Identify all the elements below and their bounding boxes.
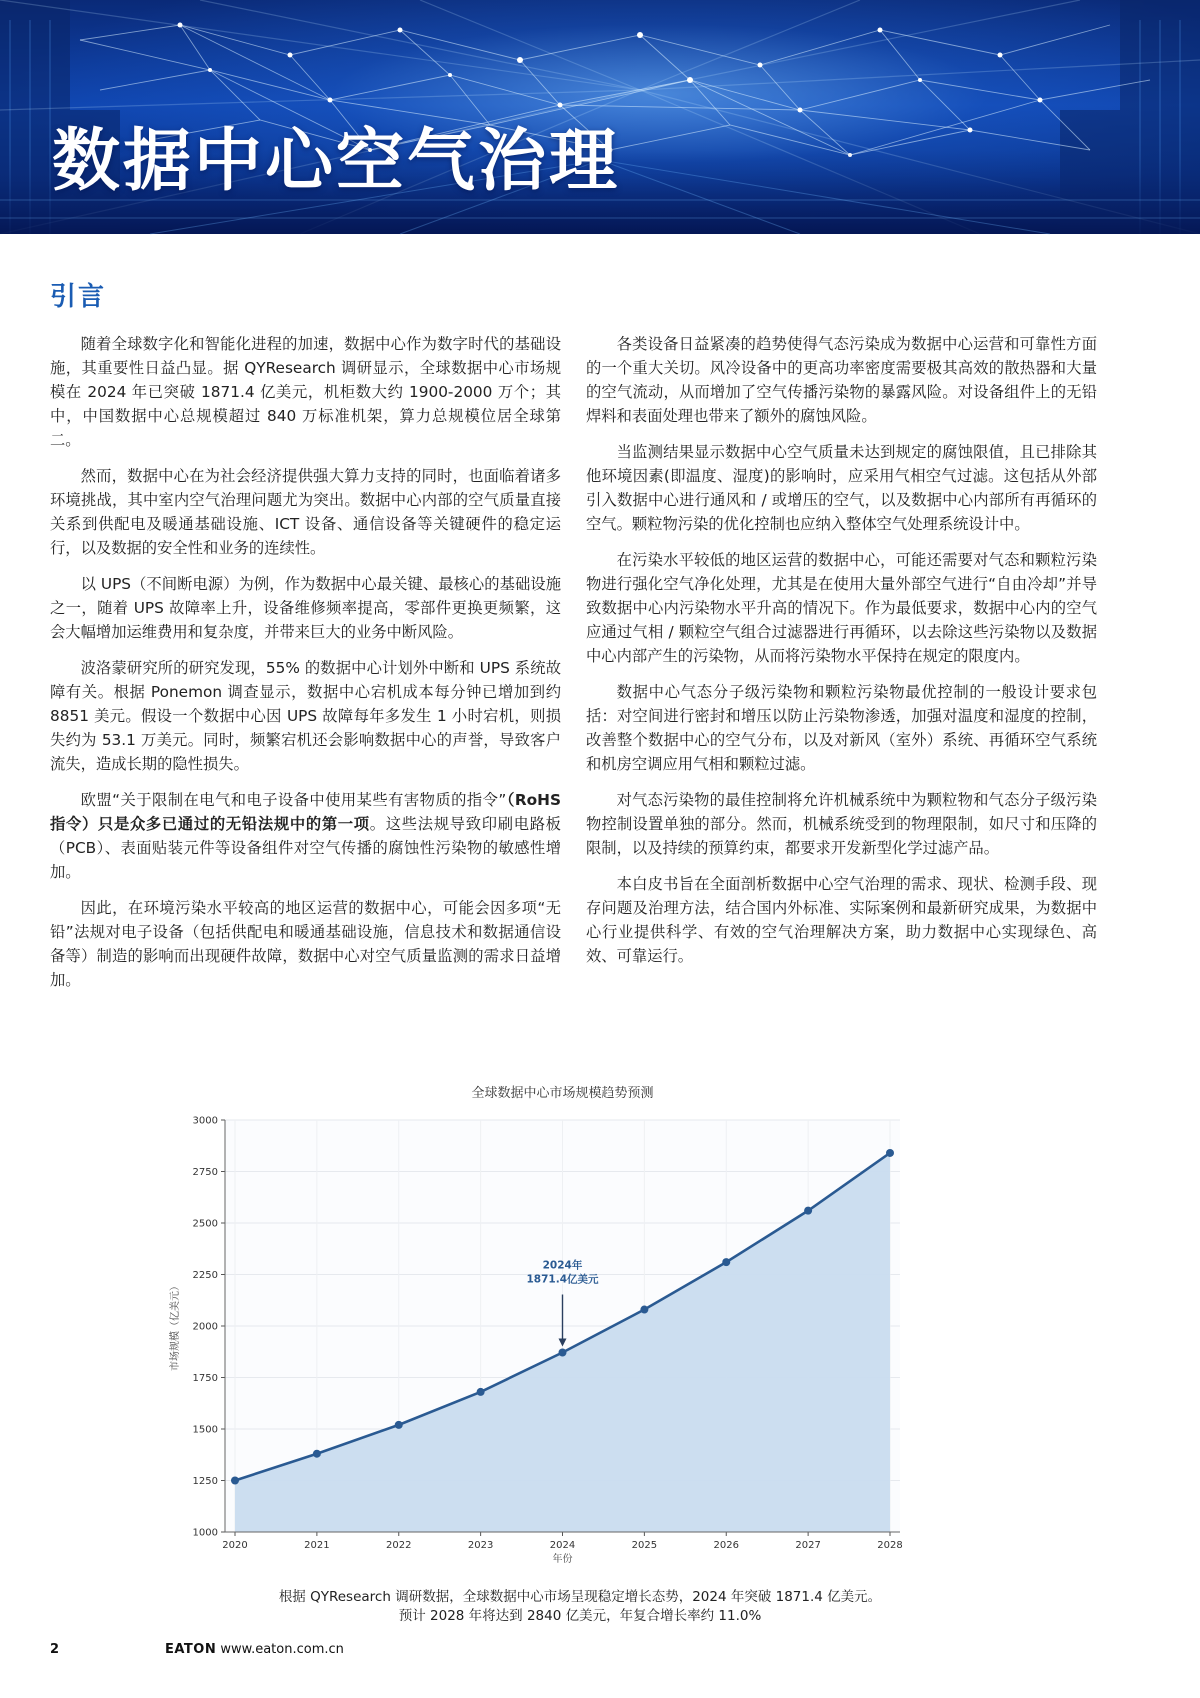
page-title: 数据中心空气治理	[52, 122, 621, 201]
data-point	[804, 1207, 812, 1215]
chart-title: 全球数据中心市场规模趋势预测	[471, 1086, 654, 1101]
paragraph: 对气态污染物的最佳控制将允许机械系统中为颗粒物和气态分子级污染物控制设置单独的部分。然而，机械系统受到的物理限制，如尺寸和压降的限制，以及持续的预算约束，都要求开发新型化学过滤产品。	[586, 791, 1097, 857]
y-tick-label: 3000	[192, 1115, 218, 1127]
x-tick-label: 2021	[304, 1540, 330, 1551]
paragraph: 以 UPS（不间断电源）为例，作为数据中心最关键、最核心的基础设施之一，随着 UPS 故障率上升，设备维修频率提高，零部件更换更频繁，这会大幅增加运维费用和复杂度，并带来巨大的业务中断风险。	[50, 575, 561, 641]
paragraph: 各类设备日益紧凑的趋势使得气态污染成为数据中心运营和可靠性方面的一个重大关切。风冷设备中的更高功率密度需要极其高效的散热器和大量的空气流动，从而增加了空气传播污染物的暴露风险。对设备组件上的无铅焊料和表面处理也带来了额外的腐蚀风险。	[586, 335, 1097, 425]
chart-svg	[160, 1075, 920, 1565]
paragraph: 波洛蒙研究所的研究发现，55% 的数据中心计划外中断和 UPS 系统故障有关。根据 Ponemon 调查显示，数据中心宕机成本每分钟已增加到约 8851 美元。假设一个数据中心因 UPS 故障每年多发生 1 小时宕机，则损失约为 53.1 万美元。同时，频繁宕机还会影响数据中心的声誉，导致客户流失，造成长期的隐性损失。	[50, 659, 561, 773]
rohs-highlight: （RoHS 指令）只是众多已通过的无铅法规中的第一项	[50, 791, 561, 833]
data-point	[231, 1477, 239, 1485]
data-point	[395, 1421, 403, 1429]
x-axis-label: 年份	[552, 1554, 573, 1565]
page-number: 2	[50, 1642, 60, 1657]
paragraph: 当监测结果显示数据中心空气质量未达到规定的腐蚀限值，且已排除其他环境因素(即温度、湿度)的影响时，应采用气相空气过滤。这包括从外部引入数据中心进行通风和 / 或增压的空气，以及数据中心内部所有再循环的空气。颗粒物污染的优化控制也应纳入整体空气处理系统设计中。	[586, 443, 1097, 533]
data-point	[477, 1388, 485, 1396]
x-tick-label: 2028	[877, 1540, 903, 1551]
x-tick-label: 2027	[795, 1540, 821, 1551]
annotation-label: 1871.4亿美元	[526, 1273, 599, 1286]
left-text-column	[50, 332, 561, 1004]
paragraph-text: 。这些法规导致印刷电路板（PCB）、表面贴装元件等设备组件对空气传播的腐蚀性污染物的敏感性增加。	[50, 815, 561, 881]
data-point	[722, 1258, 730, 1266]
y-tick-label: 1750	[192, 1373, 218, 1384]
data-point	[640, 1306, 648, 1314]
hero-banner	[0, 0, 1200, 234]
annotation-label: 2024年	[542, 1259, 583, 1272]
y-tick-label: 1250	[192, 1476, 218, 1487]
footer-brand	[165, 1642, 344, 1657]
paragraph: 数据中心气态分子级污染物和颗粒污染物最优控制的一般设计要求包括：对空间进行密封和增压以防止污染物渗透，加强对温度和湿度的控制，改善整个数据中心的空气分布，以及对新风（室外）系统、再循环空气系统和机房空调应用气相和颗粒过滤。	[586, 683, 1097, 773]
y-tick-label: 1500	[192, 1424, 218, 1436]
x-tick-label: 2024	[549, 1540, 576, 1551]
paragraph: 在污染水平较低的地区运营的数据中心，可能还需要对气态和颗粒污染物进行强化空气净化处理，尤其是在使用大量外部空气进行“自由冷却”并导致数据中心内污染物水平升高的情况下。作为最低要求，数据中心内的空气应通过气相 / 颗粒空气组合过滤器进行再循环，以去除这些污染物以及数据中心内部产生的污染物，从而将污染物水平保持在规定的限度内。	[586, 551, 1097, 665]
website-link[interactable]: www.eaton.com.cn	[220, 1642, 344, 1657]
paragraph	[50, 788, 561, 884]
paragraph: 因此，在环境污染水平较高的地区运营的数据中心，可能会因多项“无铅”法规对电子设备（包括供配电和暖通基础设施，信息技术和数据通信设备等）制造的影响而出现硬件故障，数据中心对空气质量监测的需求日益增加。	[50, 899, 561, 989]
y-tick-label: 2000	[192, 1321, 218, 1333]
caption-line: 根据 QYResearch 调研数据，全球数据中心市场呈现稳定增长态势，2024 年突破 1871.4 亿美元。	[278, 1589, 882, 1605]
section-heading: 引言	[50, 282, 107, 312]
y-tick-label: 1000	[192, 1527, 218, 1539]
paragraph-text: 欧盟“关于限制在电气和电子设备中使用某些有害物质的指令”	[80, 791, 507, 809]
y-tick-label: 2750	[192, 1167, 218, 1178]
data-point	[559, 1348, 567, 1356]
market-size-chart	[160, 1075, 920, 1565]
x-tick-label: 2026	[713, 1540, 739, 1551]
chart-caption	[160, 1588, 1000, 1626]
x-tick-label: 2020	[222, 1540, 248, 1551]
y-tick-label: 2250	[192, 1270, 218, 1281]
x-tick-label: 2023	[467, 1540, 494, 1551]
y-axis-label: 市场规模（亿美元）	[170, 1281, 181, 1371]
paragraph: 本白皮书旨在全面剖析数据中心空气治理的需求、现状、检测手段、现存问题及治理方法，结合国内外标准、实际案例和最新研究成果，为数据中心行业提供科学、有效的空气治理解决方案，助力数据中心实现绿色、高效、可靠运行。	[586, 875, 1097, 965]
paragraph: 随着全球数字化和智能化进程的加速，数据中心作为数字时代的基础设施，其重要性日益凸显。据 QYResearch 调研显示，全球数据中心市场规模在 2024 年已突破 1871.4 亿美元，机柜数大约 1900-2000 万个；其中，中国数据中心总规模超过 840 万标准机架，算力总规模位居全球第二。	[50, 335, 561, 449]
y-tick-label: 2500	[192, 1218, 218, 1230]
paragraph: 然而，数据中心在为社会经济提供强大算力支持的同时，也面临着诸多环境挑战，其中室内空气治理问题尤为突出。数据中心内部的空气质量直接关系到供配电及暖通基础设施、ICT 设备、通信设备等关键硬件的稳定运行，以及数据的安全性和业务的连续性。	[50, 467, 561, 557]
x-tick-label: 2022	[386, 1540, 412, 1551]
brand-name: EATON	[165, 1642, 217, 1657]
data-point	[886, 1149, 894, 1157]
data-point	[313, 1450, 321, 1458]
x-tick-label: 2025	[631, 1540, 658, 1551]
right-text-column	[586, 332, 1097, 980]
caption-line: 预计 2028 年将达到 2840 亿美元，年复合增长率约 11.0%	[398, 1608, 762, 1624]
